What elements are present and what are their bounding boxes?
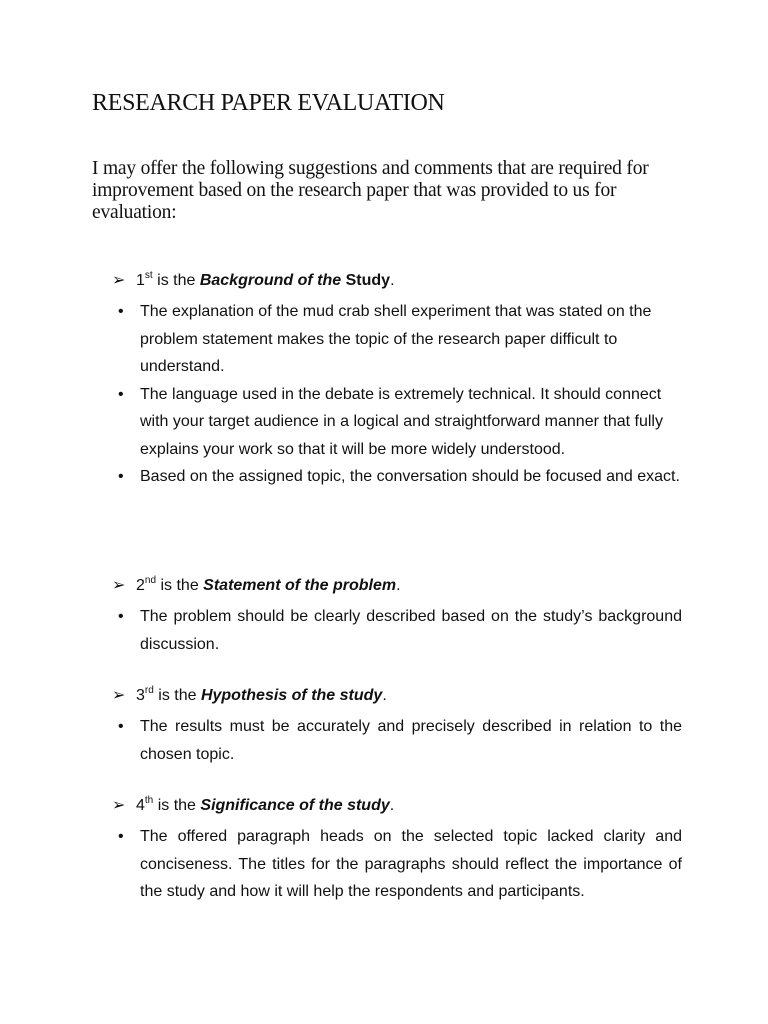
list-item-text: The explanation of the mud crab shell experiment that was stated on the problem statement makes the topic of the research paper difficult to understand. xyxy=(140,303,652,375)
section-number: 2 xyxy=(136,577,145,594)
section-heading-text: is the xyxy=(156,577,204,594)
section-hypothesis xyxy=(112,686,682,768)
round-bullet-icon: • xyxy=(118,303,124,320)
list-item xyxy=(112,713,682,768)
section-heading xyxy=(112,686,682,706)
round-bullet-icon: • xyxy=(118,468,124,485)
section-topic: Background of the xyxy=(199,272,342,289)
section-topic-tail: Study xyxy=(341,272,391,289)
section-heading-text: is the xyxy=(152,272,200,289)
section-heading xyxy=(112,796,682,816)
document-title: RESEARCH PAPER EVALUATION xyxy=(92,90,445,116)
list-item-text: The results must be accurately and precisely described in relation to the chosen topic. xyxy=(140,718,682,763)
round-bullet-icon: • xyxy=(118,608,124,625)
section-heading xyxy=(112,576,682,596)
list-item xyxy=(112,603,682,658)
section-significance xyxy=(112,796,682,906)
section-number: 1 xyxy=(136,272,145,289)
section-heading-end: . xyxy=(389,797,395,814)
section-background xyxy=(112,271,682,491)
list-item-text: The problem should be clearly described based on the study’s background discussion. xyxy=(140,608,682,653)
list-item-text: Based on the assigned topic, the conversation should be focused and exact. xyxy=(140,468,680,485)
section-number: 4 xyxy=(136,797,145,814)
section-bullet-list xyxy=(112,713,682,768)
section-bullet-list xyxy=(112,298,682,491)
section-number: 3 xyxy=(136,687,145,704)
arrowhead-bullet-icon: ➢ xyxy=(112,687,126,704)
round-bullet-icon: • xyxy=(118,718,124,735)
section-heading-text: is the xyxy=(153,687,201,704)
section-topic: Hypothesis of the study xyxy=(200,687,383,704)
list-item xyxy=(112,298,682,381)
arrowhead-bullet-icon: ➢ xyxy=(112,577,126,594)
section-heading-text: is the xyxy=(153,797,201,814)
list-item-text: The language used in the debate is extremely technical. It should connect with your target audience in a logical and straightforward manner that fully explains your work so that it will be more widely understood. xyxy=(140,385,663,458)
intro-paragraph: I may offer the following suggestions and comments that are required for improvement based on the research paper that was provided to us for evaluation: xyxy=(92,158,649,223)
section-ordinal-suffix: nd xyxy=(144,574,157,586)
round-bullet-icon: • xyxy=(118,385,124,403)
section-topic: Significance of the study xyxy=(200,797,390,814)
section-topic: Statement of the problem xyxy=(203,577,397,594)
section-ordinal-suffix: th xyxy=(144,794,154,806)
section-heading-end: . xyxy=(396,577,401,594)
arrowhead-bullet-icon: ➢ xyxy=(112,272,126,289)
list-item-text: The offered paragraph heads on the selected topic lacked clarity and conciseness. The titles for the paragraphs should reflect the importance of the study and how it will help the respondents and participants. xyxy=(140,828,682,900)
section-heading xyxy=(112,271,682,291)
section-heading-end: . xyxy=(382,687,387,704)
section-bullet-list xyxy=(112,823,682,906)
section-ordinal-suffix: st xyxy=(144,269,153,281)
round-bullet-icon: • xyxy=(118,828,124,845)
list-item xyxy=(112,463,682,491)
section-bullet-list xyxy=(112,603,682,658)
arrowhead-bullet-icon: ➢ xyxy=(112,797,126,814)
list-item xyxy=(112,823,682,906)
section-ordinal-suffix: rd xyxy=(144,684,154,696)
section-heading-end: . xyxy=(390,272,395,289)
section-statement xyxy=(112,576,682,658)
list-item xyxy=(112,381,682,464)
